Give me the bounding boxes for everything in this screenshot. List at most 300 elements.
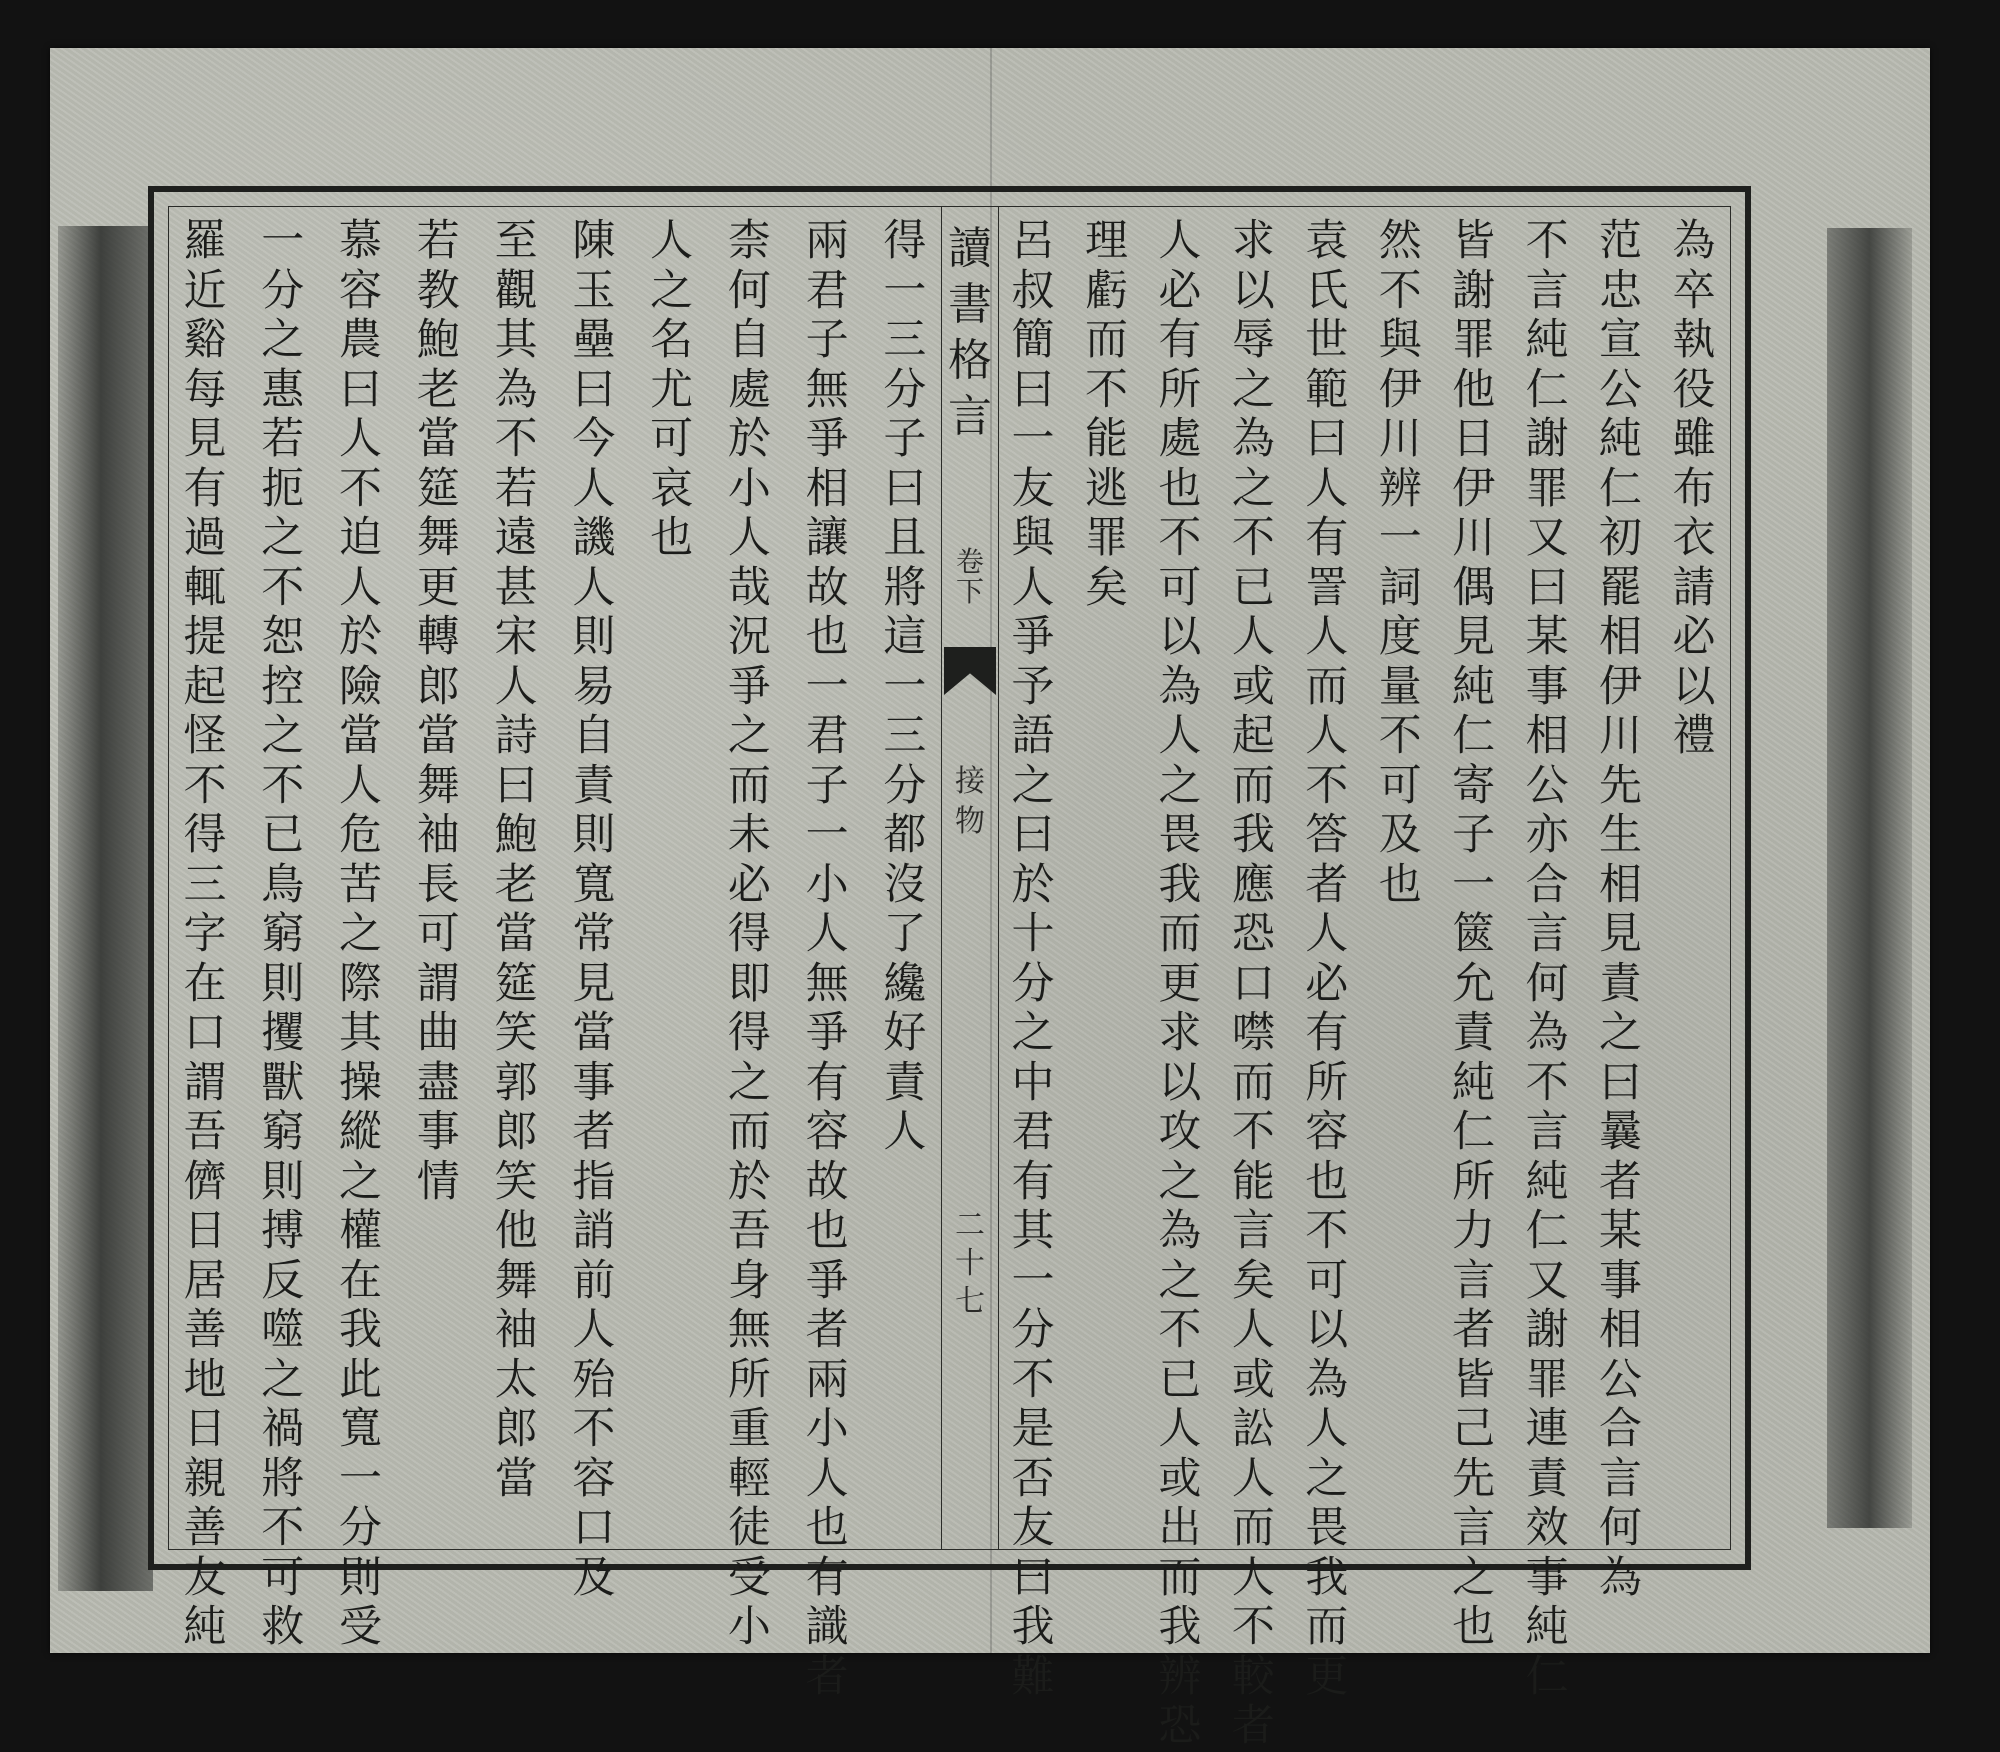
glyph: 必	[727, 859, 771, 910]
glyph: 可	[1158, 562, 1202, 613]
glyph: 也	[805, 1503, 849, 1553]
glyph: 纔	[883, 958, 927, 1009]
glyph: 我	[1158, 859, 1202, 910]
glyph: 力	[1452, 1206, 1496, 1256]
glyph: 仁	[1525, 364, 1569, 415]
glyph: 一	[883, 661, 927, 712]
glyph: 得	[727, 1008, 771, 1058]
glyph: 人	[727, 513, 771, 563]
glyph: 苦	[339, 859, 383, 910]
glyph: 責	[1525, 1453, 1569, 1504]
glyph: 鳥	[261, 859, 305, 910]
text-column	[646, 217, 698, 1527]
glyph: 生	[1599, 810, 1642, 860]
glyph: 觀	[494, 265, 538, 316]
glyph: 讓	[805, 513, 849, 563]
text-column	[257, 216, 309, 1652]
glyph: 將	[883, 562, 927, 613]
glyph: 甚	[494, 562, 538, 613]
glyph: 分	[883, 364, 927, 415]
glyph: 求	[1231, 216, 1275, 266]
glyph: 十	[955, 1246, 985, 1281]
glyph: 人	[805, 1453, 849, 1504]
glyph: 十	[1011, 909, 1055, 959]
text-column	[1374, 217, 1426, 1527]
right-page	[997, 207, 1730, 1751]
glyph: 在	[183, 958, 227, 1009]
glyph: 曰	[339, 364, 383, 415]
glyph: 得	[883, 216, 927, 266]
glyph: 與	[1011, 513, 1055, 563]
glyph: 不	[1378, 265, 1422, 316]
glyph: 寄	[1452, 760, 1496, 811]
glyph: 不	[1158, 1305, 1202, 1355]
glyph: 小	[805, 1404, 849, 1454]
glyph: 公	[1599, 1354, 1642, 1405]
glyph: 見	[1452, 612, 1496, 662]
glyph: 可	[1305, 1255, 1349, 1306]
text-column	[412, 217, 464, 1527]
glyph: 有	[1011, 1156, 1055, 1207]
glyph: 曲	[416, 1008, 460, 1058]
glyph: 及	[1378, 810, 1422, 860]
glyph: 轉	[416, 612, 460, 662]
glyph: 言	[1525, 1107, 1569, 1157]
glyph: 分	[1011, 958, 1055, 1009]
glyph: 為	[1158, 661, 1202, 712]
glyph: 答	[1305, 810, 1349, 860]
glyph: 分	[339, 1503, 383, 1553]
left-page	[169, 207, 941, 1702]
glyph: 之	[1231, 463, 1275, 514]
glyph: 反	[261, 1255, 305, 1306]
glyph: 罪	[1525, 1354, 1569, 1405]
glyph: 曰	[1011, 1552, 1055, 1603]
glyph: 者	[805, 1651, 849, 1702]
glyph: 之	[1305, 1453, 1349, 1504]
glyph: 友	[1011, 1503, 1055, 1553]
glyph: 見	[1599, 909, 1642, 959]
glyph: 言	[948, 391, 992, 442]
glyph: 容	[805, 1107, 849, 1157]
glyph: 則	[572, 612, 616, 662]
glyph: 舞	[494, 1255, 538, 1306]
glyph: 連	[1525, 1404, 1569, 1454]
glyph: 當	[416, 414, 460, 464]
glyph: 子	[1452, 810, 1496, 860]
glyph: 郎	[416, 661, 460, 712]
glyph: 若	[416, 216, 460, 266]
glyph: 者	[1231, 1701, 1275, 1751]
glyph: 故	[805, 562, 849, 613]
glyph: 詞	[1378, 562, 1422, 613]
glyph: 扼	[261, 463, 305, 514]
book-title	[942, 221, 998, 445]
glyph: 純	[1452, 1057, 1496, 1108]
glyph: 這	[883, 612, 927, 662]
glyph: 誚	[572, 1206, 616, 1256]
glyph: 君	[1011, 1107, 1055, 1157]
text-column	[568, 216, 620, 1603]
glyph: 有	[805, 1552, 849, 1603]
glyph: 則	[572, 810, 616, 860]
glyph: 合	[1599, 1404, 1642, 1454]
glyph: 太	[494, 1354, 538, 1405]
glyph: 遠	[494, 513, 538, 563]
glyph: 物	[955, 804, 985, 839]
glyph: 之	[1231, 364, 1275, 415]
glyph: 皆	[1452, 216, 1496, 266]
glyph: 輒	[183, 562, 227, 613]
glyph: 執	[1672, 315, 1716, 365]
glyph: 鮑	[416, 315, 460, 365]
glyph: 讀	[948, 223, 992, 274]
glyph: 事	[572, 1057, 616, 1108]
glyph: 某	[1599, 1206, 1642, 1256]
glyph: 惠	[261, 364, 305, 415]
glyph: 罪	[1084, 513, 1128, 563]
glyph: 何	[1525, 958, 1569, 1009]
glyph: 以	[1305, 1305, 1349, 1355]
glyph: 之	[261, 1354, 305, 1405]
glyph: 則	[261, 1156, 305, 1207]
glyph: 詩	[494, 711, 538, 761]
glyph: 事	[416, 1107, 460, 1157]
glyph: 於	[727, 414, 771, 464]
glyph: 否	[1011, 1453, 1055, 1504]
glyph: 當	[416, 711, 460, 761]
glyph: 謝	[1525, 414, 1569, 464]
glyph: 受	[339, 1602, 383, 1652]
glyph: 可	[261, 1552, 305, 1603]
glyph: 所	[1452, 1156, 1496, 1207]
glyph: 爭	[805, 1255, 849, 1306]
glyph: 有	[183, 463, 227, 514]
glyph: 日	[1452, 414, 1496, 464]
glyph: 子	[805, 760, 849, 811]
glyph: 長	[416, 859, 460, 910]
glyph: 身	[727, 1255, 771, 1306]
glyph: 控	[261, 661, 305, 712]
glyph: 不	[1378, 711, 1422, 761]
glyph: 而	[1231, 1057, 1275, 1108]
glyph: 當	[339, 711, 383, 761]
glyph: 筵	[494, 958, 538, 1009]
glyph: 老	[416, 364, 460, 415]
glyph: 之	[650, 265, 694, 316]
glyph: 曩	[1599, 1107, 1642, 1157]
glyph: 則	[261, 958, 305, 1009]
glyph: 谿	[183, 315, 227, 365]
glyph: 人	[572, 562, 616, 613]
glyph: 相	[1599, 612, 1642, 662]
glyph: 險	[339, 661, 383, 712]
glyph: 了	[883, 909, 927, 959]
glyph: 農	[339, 315, 383, 365]
glyph: 則	[339, 1552, 383, 1603]
glyph: 言	[1525, 909, 1569, 959]
glyph: 責	[572, 760, 616, 811]
glyph: 舞	[416, 760, 460, 811]
text-column	[179, 216, 231, 1652]
glyph: 或	[1231, 661, 1275, 712]
glyph: 分	[261, 265, 305, 316]
glyph: 人	[805, 909, 849, 959]
glyph: 之	[1452, 1552, 1496, 1603]
glyph: 已	[1231, 562, 1275, 613]
glyph: 以	[1158, 612, 1202, 662]
glyph: 不	[183, 760, 227, 811]
glyph: 人	[650, 216, 694, 266]
glyph: 川	[1378, 414, 1422, 464]
glyph: 過	[183, 513, 227, 563]
text-column	[490, 217, 542, 1527]
glyph: 而	[1084, 315, 1128, 365]
glyph: 我	[1011, 1602, 1055, 1652]
glyph: 曰	[1305, 414, 1349, 464]
glyph: 量	[1378, 661, 1422, 712]
glyph: 慕	[339, 216, 383, 266]
text-column	[723, 216, 775, 1652]
glyph: 人	[1305, 463, 1349, 514]
glyph: 者	[1599, 1156, 1642, 1207]
text-column	[1595, 216, 1647, 1603]
glyph: 其	[339, 1008, 383, 1058]
glyph: 伊	[1378, 364, 1422, 415]
glyph: 所	[1158, 364, 1202, 415]
glyph: 人	[1305, 1404, 1349, 1454]
glyph: 見	[183, 414, 227, 464]
glyph: 人	[494, 661, 538, 712]
glyph: 至	[494, 216, 538, 266]
glyph: 必	[1158, 265, 1202, 316]
glyph: 請	[1672, 562, 1716, 613]
glyph: 窮	[261, 1107, 305, 1157]
glyph: 吾	[183, 1107, 227, 1157]
text-column	[1227, 216, 1279, 1751]
page-frame	[148, 186, 1751, 1751]
glyph: 卷	[955, 545, 984, 578]
glyph: 容	[1305, 1107, 1349, 1157]
glyph: 恐	[1231, 909, 1275, 959]
glyph: 虧	[1084, 265, 1128, 316]
glyph: 亦	[1525, 810, 1569, 860]
glyph: 責	[1599, 958, 1642, 1009]
glyph: 謝	[1452, 265, 1496, 316]
glyph: 都	[883, 810, 927, 860]
glyph: 禍	[261, 1404, 305, 1454]
glyph: 迫	[339, 513, 383, 563]
glyph: 自	[727, 315, 771, 365]
glyph: 可	[650, 414, 694, 464]
glyph: 簡	[1011, 315, 1055, 365]
glyph: 必	[1672, 612, 1716, 662]
glyph: 若	[261, 414, 305, 464]
glyph: 為	[1231, 414, 1275, 464]
glyph: 所	[727, 1354, 771, 1405]
glyph: 口	[1231, 958, 1275, 1009]
glyph: 尤	[650, 364, 694, 415]
glyph: 際	[339, 958, 383, 1009]
glyph: 識	[805, 1602, 849, 1652]
glyph: 度	[1378, 612, 1422, 662]
text-column	[1154, 216, 1206, 1751]
glyph: 三	[183, 859, 227, 910]
glyph: 更	[1158, 958, 1202, 1009]
glyph: 友	[183, 1552, 227, 1603]
glyph: 儕	[183, 1156, 227, 1207]
glyph: 不	[261, 760, 305, 811]
glyph: 所	[1305, 1057, 1349, 1108]
glyph: 君	[805, 711, 849, 761]
glyph: 不	[572, 1404, 616, 1454]
glyph: 曰	[883, 463, 927, 514]
glyph: 書	[948, 279, 992, 330]
glyph: 一	[339, 1453, 383, 1504]
glyph: 故	[805, 1156, 849, 1207]
glyph: 二	[955, 1208, 985, 1243]
glyph: 提	[183, 612, 227, 662]
glyph: 然	[1378, 216, 1422, 266]
glyph: 獸	[261, 1057, 305, 1108]
glyph: 權	[339, 1206, 383, 1256]
glyph: 言	[1452, 1503, 1496, 1553]
glyph: 我	[1158, 1602, 1202, 1652]
glyph: 其	[1011, 1206, 1055, 1256]
glyph: 袁	[1305, 216, 1349, 266]
glyph: 必	[1305, 958, 1349, 1009]
glyph: 每	[183, 364, 227, 415]
glyph: 爭	[1011, 612, 1055, 662]
glyph: 口	[572, 1503, 616, 1553]
glyph: 譏	[572, 513, 616, 563]
glyph: 吾	[727, 1206, 771, 1256]
page-number	[942, 1207, 998, 1321]
glyph: 地	[183, 1354, 227, 1405]
glyph: 以	[1158, 1057, 1202, 1108]
glyph: 不	[1231, 1107, 1275, 1157]
glyph: 舞	[416, 513, 460, 563]
glyph: 何	[1599, 1503, 1642, 1553]
glyph: 指	[572, 1156, 616, 1207]
glyph: 陳	[572, 216, 616, 266]
glyph: 未	[727, 810, 771, 860]
glyph: 盡	[416, 1057, 460, 1108]
glyph: 叔	[1011, 265, 1055, 316]
glyph: 仁	[1525, 1651, 1569, 1702]
glyph: 危	[339, 810, 383, 860]
glyph: 其	[494, 315, 538, 365]
glyph: 人	[339, 562, 383, 613]
glyph: 人	[1231, 1305, 1275, 1355]
glyph: 處	[727, 364, 771, 415]
glyph: 川	[1452, 513, 1496, 563]
glyph: 矣	[1084, 562, 1128, 613]
glyph: 子	[883, 414, 927, 464]
glyph: 今	[572, 414, 616, 464]
text-column	[1007, 216, 1059, 1702]
glyph: 而	[1305, 1602, 1349, 1652]
glyph: 我	[1231, 810, 1275, 860]
ink-smudge-left	[58, 226, 153, 1591]
glyph: 有	[1305, 1008, 1349, 1058]
glyph: 訟	[1231, 1404, 1275, 1454]
glyph: 能	[1084, 414, 1128, 464]
glyph: 又	[1525, 1255, 1569, 1306]
text-block	[168, 206, 1731, 1751]
glyph: 攻	[1158, 1107, 1202, 1157]
glyph: 分	[1011, 1305, 1055, 1355]
glyph: 起	[1231, 711, 1275, 761]
glyph: 一	[261, 216, 305, 266]
glyph: 相	[1599, 859, 1642, 910]
glyph: 笑	[494, 1008, 538, 1058]
glyph: 一	[1011, 1255, 1055, 1306]
glyph: 而	[727, 760, 771, 811]
glyph: 將	[261, 1453, 305, 1504]
glyph: 小	[727, 463, 771, 514]
glyph: 下	[955, 575, 984, 608]
glyph: 恕	[261, 612, 305, 662]
glyph: 先	[1599, 760, 1642, 811]
glyph: 辨	[1158, 1651, 1202, 1702]
glyph: 容	[572, 1453, 616, 1504]
glyph: 人	[1305, 612, 1349, 662]
glyph: 寬	[572, 859, 616, 910]
glyph: 不	[494, 414, 538, 464]
glyph: 之	[1011, 760, 1055, 811]
glyph: 一	[883, 265, 927, 316]
glyph: 不	[339, 463, 383, 514]
glyph: 而	[1231, 1503, 1275, 1553]
glyph: 之	[261, 315, 305, 365]
glyph: 兩	[805, 216, 849, 266]
glyph: 七	[955, 1284, 985, 1319]
glyph: 名	[650, 315, 694, 365]
glyph: 不	[261, 562, 305, 613]
glyph: 言	[1599, 1453, 1642, 1504]
glyph: 容	[339, 265, 383, 316]
glyph: 雖	[1672, 414, 1716, 464]
text-column	[1521, 216, 1573, 1702]
glyph: 人	[572, 463, 616, 514]
glyph: 辨	[1378, 463, 1422, 514]
glyph: 友	[1011, 463, 1055, 514]
glyph: 笑	[494, 1156, 538, 1207]
glyph: 純	[1599, 414, 1642, 464]
glyph: 謂	[416, 958, 460, 1009]
glyph: 禮	[1672, 711, 1716, 761]
glyph: 爭	[805, 1008, 849, 1058]
glyph: 小	[727, 1602, 771, 1652]
glyph: 逃	[1084, 463, 1128, 514]
glyph: 袖	[416, 810, 460, 860]
glyph: 一	[805, 810, 849, 860]
glyph: 及	[572, 1552, 616, 1603]
glyph: 爭	[805, 414, 849, 464]
glyph: 於	[339, 612, 383, 662]
glyph: 不	[1158, 513, 1202, 563]
glyph: 搏	[261, 1206, 305, 1256]
glyph: 而	[1305, 661, 1349, 712]
glyph: 有	[1305, 513, 1349, 563]
glyph: 之	[1158, 760, 1202, 811]
volume-label	[942, 547, 998, 607]
glyph: 分	[883, 760, 927, 811]
glyph: 小	[805, 859, 849, 910]
glyph: 鮑	[494, 810, 538, 860]
glyph: 人	[572, 1305, 616, 1355]
